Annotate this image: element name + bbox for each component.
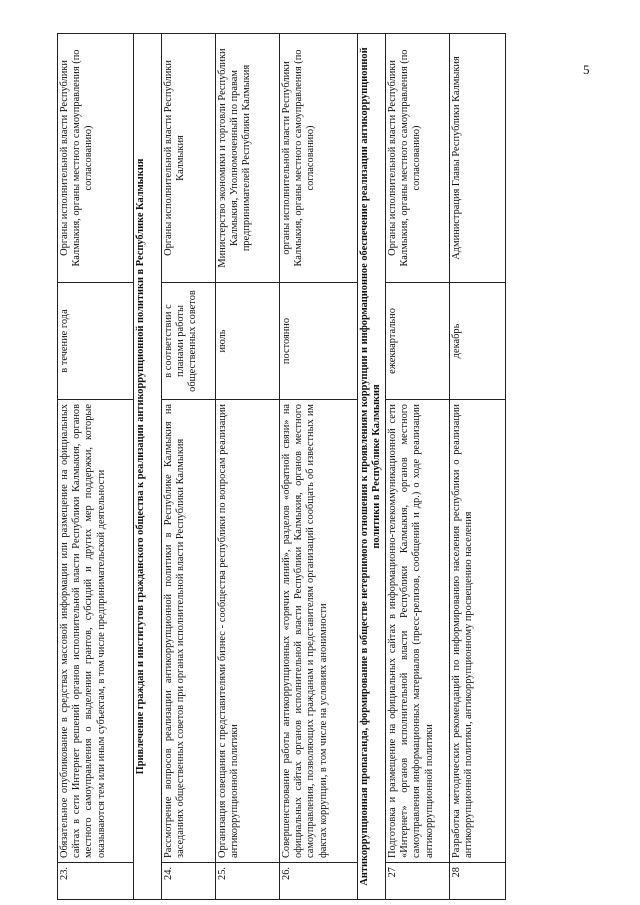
action-text: Совершенствование работы антикоррупционных «горячих линий», разделов «обратной связи» на официальных сайтах органов исполнительной власти Республики Калмыкия, органов местного самоуправления, позволяющих гражданам и представителям организаций сообщать об известных им фактах коррупции, в том числе на условиях анонимности bbox=[280, 400, 358, 863]
table-row bbox=[386, 34, 450, 900]
executor-text: органы исполнительной власти Республики Калмыкия, органы местного самоуправления (по согласованию) bbox=[280, 34, 358, 283]
action-text: Организация совещания с представителями бизнес - сообщества республики по вопросам реализации антикоррупционной политики bbox=[216, 400, 280, 863]
action-text: Рассмотрение вопросов реализации антикоррупционной политики в Республике Калмыкия на заседаниях общественных советов при органах исполнительной власти Республики Калмыкия bbox=[162, 400, 216, 863]
table-row bbox=[450, 34, 506, 900]
term-text: июль bbox=[216, 283, 280, 400]
action-text: Разработка методических рекомендаций по информированию населения республики о реализации антикоррупционной политики, антикоррупционному просвещению населения bbox=[450, 400, 506, 863]
executor-text: Органы исполнительной власти Республики Калмыкия bbox=[162, 34, 216, 283]
row-number: 24. bbox=[162, 863, 216, 900]
table-row bbox=[58, 34, 134, 900]
anticorruption-plan-table bbox=[57, 33, 506, 900]
term-text: постоянно bbox=[280, 283, 358, 400]
row-number: 25. bbox=[216, 863, 280, 900]
term-text: ежеквартально bbox=[386, 283, 450, 400]
section-row bbox=[134, 34, 162, 900]
section-heading: Антикоррупционная пропаганда, формирование в обществе нетерпимого отношения к проявлениям коррупции и информационное обеспечение реализации антикоррупционной политики в Республике Калмыкия bbox=[358, 34, 386, 900]
section-heading: Привлечение граждан и институтов гражданского общества к реализации антикоррупционной политики в Республике Калмыкия bbox=[134, 34, 162, 900]
row-number: 27 bbox=[386, 863, 450, 900]
action-text: Обязательное опубликование в средствах массовой информации или размещение на официальных сайтах в сети Интернет решений органов исполнительной власти Республики Калмыкия, органов местного самоуправления о выделении грантов, субсидий и других мер поддержки, которые оказываются тем или иным субъектам, в том числе предпринимательской деятельности bbox=[58, 400, 134, 863]
row-number: 28 bbox=[450, 863, 506, 900]
table-row bbox=[280, 34, 358, 900]
table-row bbox=[216, 34, 280, 900]
executor-text: Органы исполнительной власти Республики Калмыкия, органы местного самоуправления (по согласованию) bbox=[386, 34, 450, 283]
row-number: 26. bbox=[280, 863, 358, 900]
executor-text: Министерство экономики и торговли Республики Калмыкия, Уполномоченный по правам предпринимателей Республики Калмыкия bbox=[216, 34, 280, 283]
executor-text: Органы исполнительной власти Республики Калмыкия, органы местного самоуправления (по согласованию) bbox=[58, 34, 134, 283]
table-row bbox=[162, 34, 216, 900]
term-text: в соответствии с планами работы общественных советов bbox=[162, 283, 216, 400]
executor-text: Администрация Главы Республики Калмыкия bbox=[450, 34, 506, 283]
term-text: декабрь bbox=[450, 283, 506, 400]
rotated-page-content bbox=[57, 34, 505, 900]
page-number: 5 bbox=[583, 62, 590, 77]
term-text: в течение года bbox=[58, 283, 134, 400]
row-number: 23. bbox=[58, 863, 134, 900]
action-text: Подготовка и размещение на официальных сайтах в информационно-телекоммуникационной сети «Интернет» органов исполнительной власти Республики Калмыкия, органов местного самоуправления информационных материалов (пресс-релизов, сообщений и др.) о ходе реализации антикоррупционной политики bbox=[386, 400, 450, 863]
section-row bbox=[358, 34, 386, 900]
